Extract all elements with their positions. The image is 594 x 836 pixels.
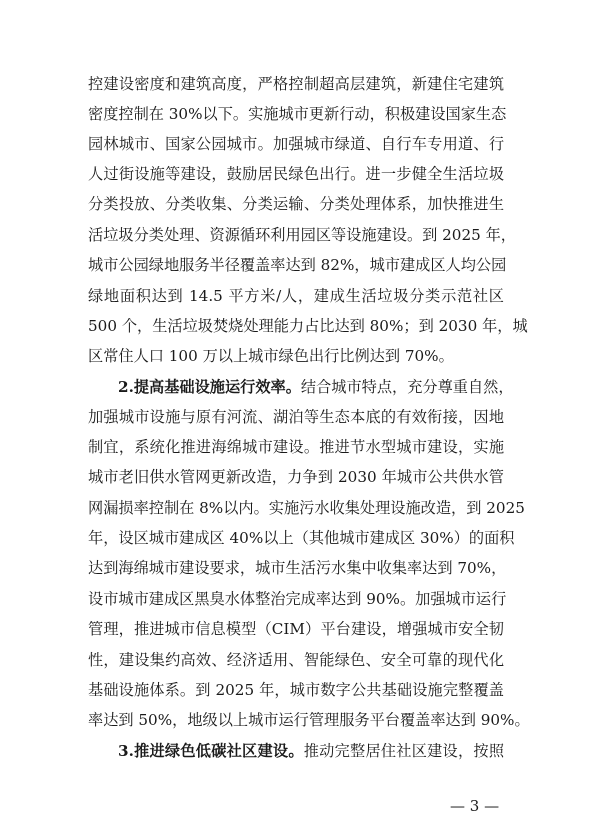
section-3-text: 推动完整居住社区建设，按照 — [303, 742, 505, 760]
paragraph-line: 分类投放、分类收集、分类运输、分类处理体系，加快推进生 — [88, 195, 504, 213]
page-number: — 3 — — [450, 797, 500, 815]
paragraph-line: 率达到 50%，地级以上城市运行管理服务平台覆盖率达到 90%。 — [88, 711, 530, 729]
section-2-text: 结合城市特点，充分尊重自然， — [300, 378, 514, 396]
paragraph-line: 城市公园绿地服务半径覆盖率达到 82%，城市建成区人均公园 — [88, 256, 507, 274]
section-3-heading: 3.推进绿色低碳社区建设。 — [118, 742, 304, 760]
paragraph-line: 园林城市、国家公园城市。加强城市绿道、自行车专用道、行 — [88, 135, 504, 153]
section-3-first-line — [118, 741, 504, 761]
paragraph-line: 密度控制在 30%以下。实施城市更新行动，积极建设国家生态 — [88, 105, 507, 123]
paragraph-line: 500 个，生活垃圾焚烧处理能力占比达到 80%；到 2030 年，城 — [88, 317, 528, 335]
paragraph-line: 人过街设施等建设，鼓励居民绿色出行。进一步健全生活垃圾 — [88, 165, 504, 183]
paragraph-line: 性，建设集约高效、经济适用、智能绿色、安全可靠的现代化 — [88, 651, 504, 669]
paragraph-line: 区常住人口 100 万以上城市绿色出行比例达到 70%。 — [88, 347, 454, 365]
paragraph-line: 达到海绵城市建设要求，城市生活污水集中收集率达到 70%， — [88, 559, 507, 577]
paragraph-line: 加强城市设施与原有河流、湖泊等生态本底的有效衔接，因地 — [88, 408, 504, 426]
paragraph-line: 城市老旧供水管网更新改造，力争到 2030 年城市公共供水管 — [88, 468, 504, 486]
paragraph-line: 基础设施体系。到 2025 年，城市数字公共基础设施完整覆盖 — [88, 681, 504, 699]
section-2-first-line — [118, 377, 514, 397]
paragraph-line: 控建设密度和建筑高度，严格控制超高层建筑，新建住宅建筑 — [88, 75, 504, 93]
paragraph-line: 年，设区城市建成区 40%以上（其他城市建成区 30%）的面积 — [88, 529, 515, 547]
paragraph-line: 制宜，系统化推进海绵城市建设。推进节水型城市建设，实施 — [88, 438, 504, 456]
paragraph-line: 网漏损率控制在 8%以内。实施污水收集处理设施改造，到 2025 — [88, 499, 525, 517]
paragraph-line: 设市城市建成区黑臭水体整治完成率达到 90%。加强城市运行 — [88, 590, 507, 608]
paragraph-line: 管理，推进城市信息模型（CIM）平台建设，增强城市安全韧 — [88, 620, 504, 638]
section-2-heading: 2.提高基础设施运行效率。 — [118, 378, 301, 396]
paragraph-line: 活垃圾分类处理、资源循环利用园区等设施建设。到 2025 年， — [88, 226, 516, 244]
paragraph-line: 绿地面积达到 14.5 平方米/人，建成生活垃圾分类示范社区 — [88, 287, 504, 305]
